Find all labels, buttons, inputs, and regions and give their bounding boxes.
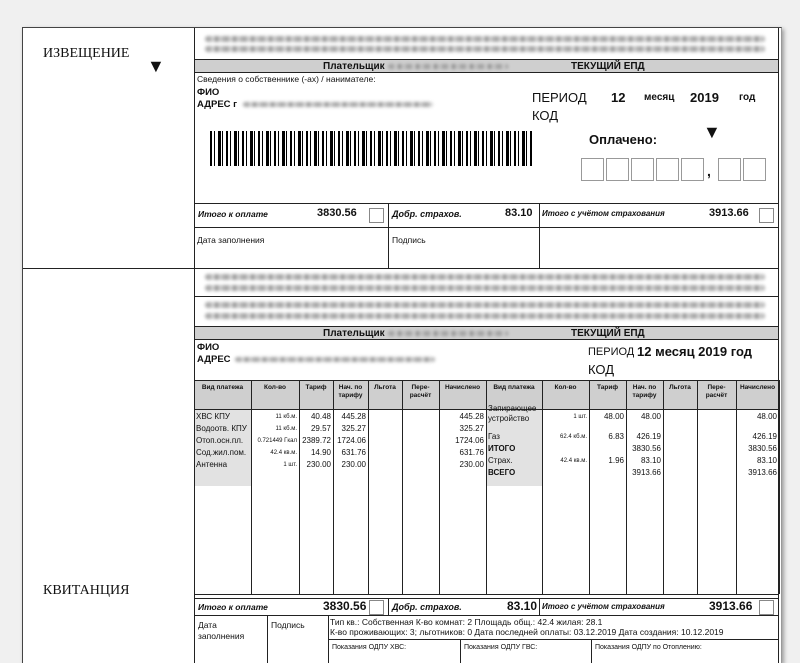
redacted-payer [388, 331, 508, 336]
table-column-line [299, 380, 300, 594]
total-label: Итого к оплате [198, 209, 268, 219]
table-cell-value: 325.27 [459, 424, 484, 433]
code-label: КОД [588, 362, 615, 377]
barcode [210, 131, 534, 166]
paid-kopeck-box[interactable] [743, 158, 766, 181]
total-checkbox[interactable] [369, 208, 384, 223]
table-column-line [542, 380, 543, 594]
table-cell-value: 14.90 [310, 448, 331, 457]
table-cell-value: 0.721449 Гкал [257, 438, 297, 444]
table-header-cell: Начислено [444, 384, 481, 391]
table-cell-value: 631.76 [341, 448, 366, 457]
form-border [778, 28, 779, 268]
period-year: 2019 [690, 90, 719, 105]
owner-info: Сведения о собственнике (-ах) / нанимателе: [197, 74, 376, 84]
table-cell-value: 83.10 [756, 456, 777, 465]
total-checkbox[interactable] [369, 600, 384, 615]
redacted-address [235, 357, 435, 362]
redacted-payer [388, 64, 508, 69]
table-column-line [486, 380, 487, 594]
fill-date-label [198, 620, 244, 642]
redacted-header-line [205, 285, 765, 291]
table-header-cell: Начислено [739, 384, 776, 391]
paid-kopeck-box[interactable] [718, 158, 741, 181]
with-insurance-label: Итого с учётом страхования [542, 209, 665, 218]
table-cell-value: 29.57 [310, 424, 331, 433]
table-cell-value: 3830.56 [748, 444, 777, 453]
year-word: год [739, 92, 756, 103]
payer-label: Плательщик [323, 328, 385, 339]
with-insurance-value: 3913.66 [709, 207, 749, 219]
table-column-line [439, 380, 440, 594]
insurance-value: 83.10 [507, 599, 538, 613]
notice-label: ИЗВЕЩЕНИЕ [43, 46, 130, 61]
table-cell-value: 40.48 [310, 412, 331, 421]
insurance-label: Добр. страхов. [392, 209, 462, 219]
paid-digit-box[interactable] [656, 158, 679, 181]
table-cell-value: 42.4 кв.м. [270, 450, 297, 456]
redacted-header-line [205, 302, 765, 308]
triangle-down-icon: ▼ [147, 56, 165, 76]
table-column-line [194, 380, 195, 594]
table-header-cell: Кол-во [554, 384, 577, 391]
insurance-label: Добр. страхов. [392, 602, 462, 612]
with-insurance-checkbox[interactable] [759, 600, 774, 615]
current-epd-label: ТЕКУЩИЙ ЕПД [571, 328, 645, 339]
table-column-line [333, 380, 334, 594]
address-label: АДРЕС г [197, 99, 238, 110]
total-label: Итого к оплате [198, 602, 268, 612]
table-cell-value: 230.00 [459, 460, 484, 469]
redacted-header-line [205, 36, 765, 42]
table-cell-value: 1724.06 [455, 436, 484, 445]
table-header-cell: Тариф [305, 384, 327, 391]
table-column-line [779, 380, 780, 594]
table-cell-value: 445.28 [341, 412, 366, 421]
table-column-line [402, 380, 403, 594]
paid-digit-box[interactable] [631, 158, 654, 181]
table-header-cell: Нач. по тарифу [632, 384, 657, 399]
with-insurance-label: Итого с учётом страхования [542, 602, 665, 611]
residents-info: К-во проживающих: 3; льготников: 0 Дата последней оплаты: 03.12.2019 Дата создания: 10.12.2019 [330, 627, 724, 637]
redacted-header-line [205, 313, 765, 319]
decimal-comma: , [707, 163, 711, 179]
table-cell-value: 3913.66 [632, 468, 661, 477]
table-header-cell: Льгота [374, 384, 396, 391]
table-header-cell: Тариф [596, 384, 619, 391]
paid-label: Оплачено: [589, 132, 658, 147]
meter-heat: Показания ОДПУ по Отоплению: [595, 644, 702, 651]
table-cell-value: 1 шт. [283, 462, 297, 468]
table-cell-name: Газ [488, 432, 500, 441]
table-cell-name: Страх. [488, 456, 513, 465]
code-label: КОД [532, 108, 559, 123]
table-cell-value: 48.00 [640, 412, 661, 421]
section-separator [23, 268, 779, 269]
table-cell-value: 42.4 кв.м. [560, 458, 587, 464]
period-label: ПЕРИОД [588, 346, 635, 358]
table-column-line [736, 380, 737, 594]
table-cell-value: 426.19 [752, 432, 777, 441]
table-cell-value: 48.00 [756, 412, 777, 421]
table-cell-value: 48.00 [603, 412, 624, 421]
receipt-label: КВИТАНЦИЯ [43, 583, 130, 598]
table-cell-name: ВСЕГО [488, 468, 516, 477]
payment-document [22, 27, 782, 663]
meter-hvs: Показания ОДПУ ХВС: [332, 644, 407, 651]
fill-date-line: заполнения [198, 631, 245, 641]
table-cell-name: ИТОГО [488, 444, 516, 453]
table-cell-name: Антенна [196, 460, 228, 469]
table-cell-value: 62.4 кб.м. [560, 434, 587, 440]
insurance-value: 83.10 [505, 207, 533, 219]
signature-label: Подпись [271, 620, 305, 630]
apartment-info: Тип кв.: Собственная К-во комнат: 2 Площадь общ.: 42.4 жилая: 28.1 [330, 617, 603, 627]
paid-digit-box[interactable] [681, 158, 704, 181]
table-cell-value: 2389.72 [302, 436, 331, 445]
total-value: 3830.56 [317, 207, 357, 219]
with-insurance-value: 3913.66 [709, 599, 753, 613]
table-cell-value: 83.10 [640, 456, 661, 465]
table-cell-value: 445.28 [459, 412, 484, 421]
table-cell-value: 1724.06 [337, 436, 366, 445]
payer-label: Плательщик [323, 61, 385, 72]
address-label: АДРЕС [197, 354, 231, 365]
period-label: ПЕРИОД [532, 90, 587, 105]
table-cell-name: Запирающее устройство [488, 404, 537, 423]
table-column-line [626, 380, 627, 594]
table-column-line [251, 380, 252, 594]
table-column-line [663, 380, 664, 594]
table-header-cell: Пере-расчёт [409, 384, 432, 399]
table-cell-name: Водоотв. КПУ [196, 424, 247, 433]
table-cell-value: 3830.56 [632, 444, 661, 453]
table-cell-value: 631.76 [459, 448, 484, 457]
table-cell-value: 3913.66 [748, 468, 777, 477]
meter-gvs: Показания ОДПУ ГВС: [464, 644, 538, 651]
period-month: 12 [611, 90, 626, 105]
table-column-line [589, 380, 590, 594]
table-cell-value: 325.27 [341, 424, 366, 433]
month-word: месяц [644, 92, 675, 103]
table-cell-value: 11 кб.м. [275, 426, 297, 432]
table-header-cell: Пере-расчёт [705, 384, 728, 399]
current-epd-label: ТЕКУЩИЙ ЕПД [571, 61, 645, 72]
table-column-line [368, 380, 369, 594]
table-header-cell: Льгота [669, 384, 691, 391]
table-cell-name: ХВС КПУ [196, 412, 230, 421]
table-header-cell: Кол-во [264, 384, 286, 391]
paid-digit-box[interactable] [606, 158, 629, 181]
redacted-header-line [205, 46, 765, 52]
table-header-cell: Вид платежа [201, 384, 244, 391]
table-header-cell: Нач. по тарифу [338, 384, 363, 399]
table-cell-value: 230.00 [341, 460, 366, 469]
table-column-line [697, 380, 698, 594]
table-cell-name: Сод.жил.пом. [196, 448, 247, 457]
table-cell-value: 1 шт. [573, 414, 587, 420]
fill-date-label: Дата заполнения [197, 235, 265, 245]
table-cell-value: 1.96 [608, 456, 624, 465]
with-insurance-checkbox[interactable] [759, 208, 774, 223]
table-cell-name: Отоп.осн.пл. [196, 436, 244, 445]
triangle-down-icon: ▼ [703, 122, 721, 142]
table-header-cell: Вид платежа [493, 384, 535, 391]
total-value: 3830.56 [323, 599, 367, 613]
paid-digit-box[interactable] [581, 158, 604, 181]
fio-label: ФИО [197, 87, 220, 98]
table-cell-value: 11 кб.м. [275, 414, 297, 420]
table-cell-value: 230.00 [306, 460, 331, 469]
signature-label: Подпись [392, 235, 426, 245]
table-cell-value: 426.19 [636, 432, 661, 441]
table-cell-value: 6.83 [608, 432, 624, 441]
period-value: 12 месяц 2019 год [637, 344, 752, 359]
fio-label: ФИО [197, 342, 220, 353]
fill-date-line: Дата [198, 620, 217, 630]
redacted-header-line [205, 274, 765, 280]
redacted-address [243, 102, 433, 107]
